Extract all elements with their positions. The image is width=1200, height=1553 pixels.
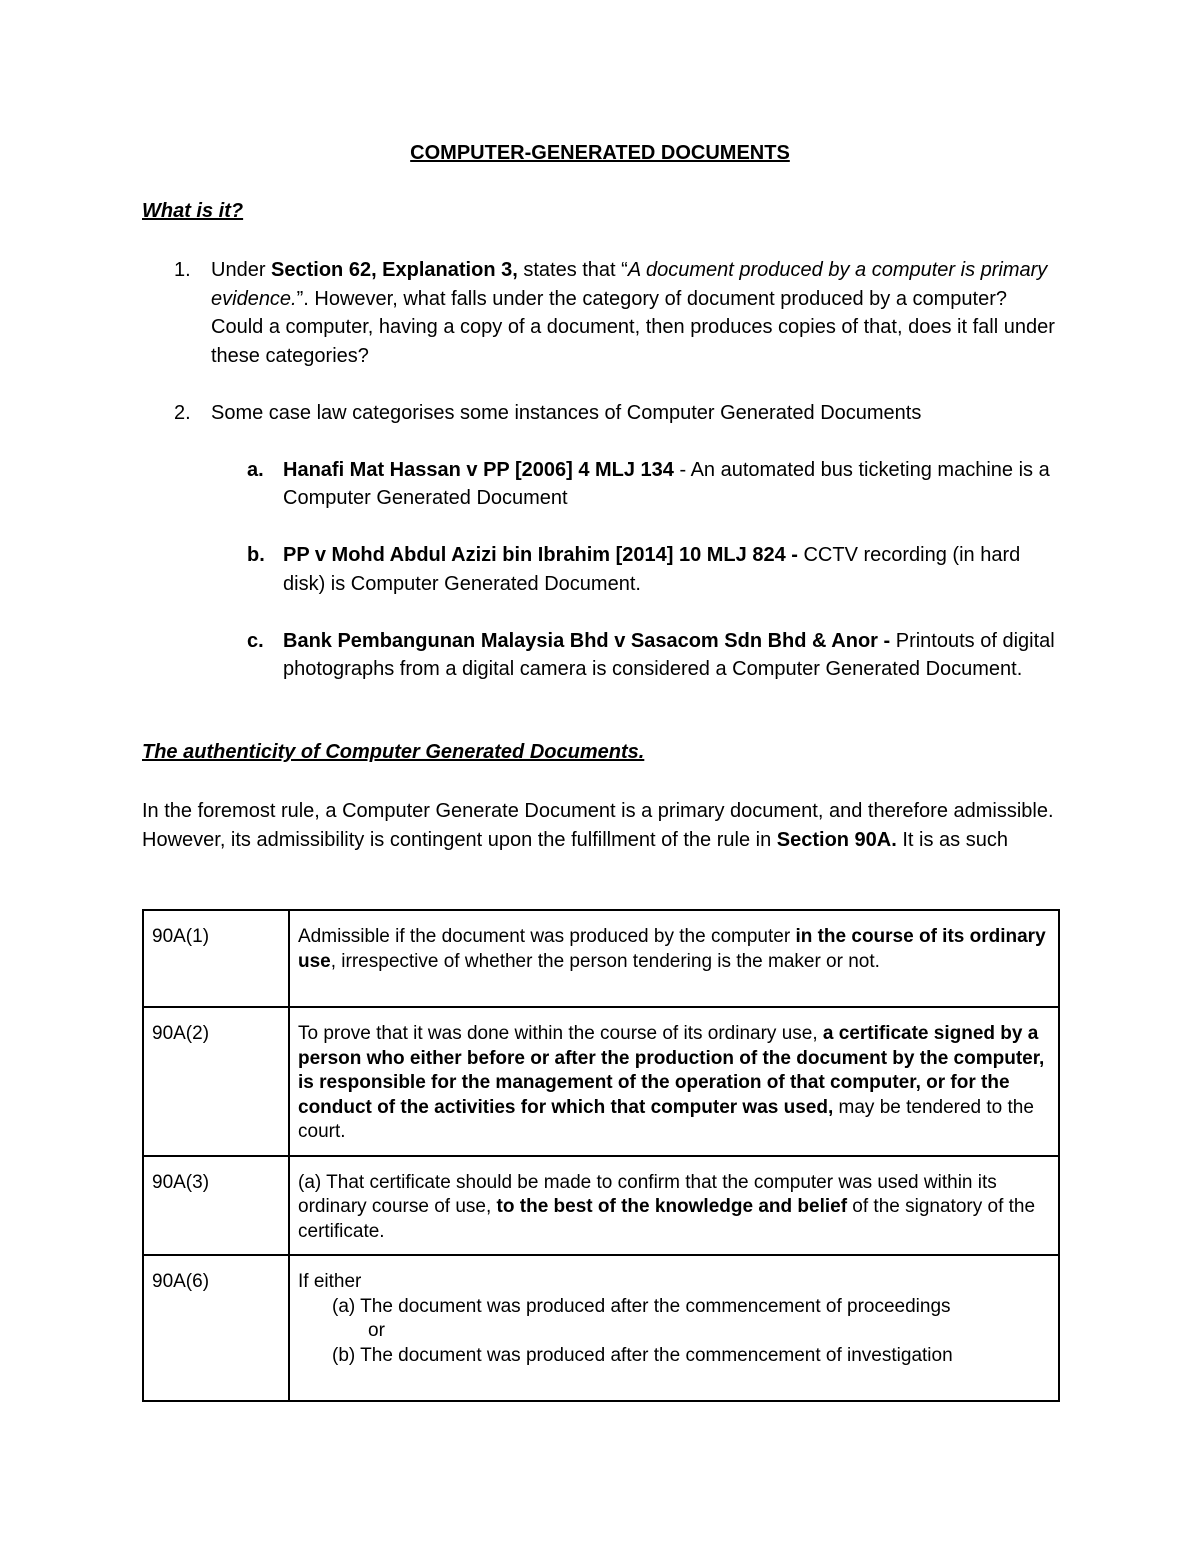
section-heading-authenticity: The authenticity of Computer Generated Documents. — [142, 741, 645, 763]
rule-intro: If either — [298, 1271, 362, 1292]
section-90a-table — [142, 909, 1060, 1402]
item-text: ”. However, what falls under the category of document produced by a computer? Could a computer, having a copy of a document, then produces copies of that, does it fall under these categories? — [211, 287, 1055, 367]
table-row — [143, 1007, 1059, 1156]
item-quote: A document produced by a computer is primary evidence. — [211, 259, 1048, 310]
section-heading-what-is-it: What is it? — [142, 200, 244, 222]
rule-text: of the signatory of the certificate. — [298, 1196, 1036, 1242]
case-letter: c. — [247, 629, 264, 652]
list-item — [142, 256, 1062, 370]
rule-description — [289, 910, 1059, 1007]
para-bold: Section 90A. — [776, 828, 897, 851]
case-sep: - — [673, 458, 691, 481]
para-text: In the foremost rule, a Computer Generate Document is a primary document, and therefore admissible. However, its admissibility is contingent upon the fulfillment of the rule in — [142, 800, 1054, 851]
case-name: Hanafi Mat Hassan v PP [2006] 4 MLJ 134 — [283, 458, 674, 481]
case-letter: b. — [247, 544, 265, 566]
rule-code: 90A(1) — [143, 910, 289, 1007]
rule-description — [289, 1007, 1059, 1156]
rule-text: (a) That certificate should be made to confirm that the computer was used within its ordinary course of use, — [298, 1171, 997, 1217]
list-number: 1. — [174, 259, 191, 281]
case-text: An automated bus ticketing machine is a Computer Generated Document — [283, 458, 1050, 509]
item-text: Under — [211, 259, 272, 281]
rule-description — [289, 1255, 1059, 1401]
case-text: Printouts of digital photographs from a digital camera is considered a Computer Generated Document. — [283, 629, 1055, 680]
list-number: 2. — [174, 401, 191, 424]
para-text: It is as such — [896, 828, 1008, 851]
rule-text: Admissible if the document was produced by the computer — [298, 926, 796, 947]
list-item — [142, 399, 1062, 684]
rule-bold: in the course of its ordinary use — [298, 926, 1046, 972]
case-item — [142, 541, 1062, 598]
rule-code: 90A(2) — [143, 1007, 289, 1156]
rule-description — [289, 1156, 1059, 1256]
document-title: COMPUTER-GENERATED DOCUMENTS — [410, 142, 790, 164]
case-list — [211, 456, 1062, 684]
rule-option-a: (a) The document was produced after the commencement of proceedings — [332, 1295, 951, 1317]
item-text: states that “ — [517, 259, 628, 281]
main-list — [142, 256, 1062, 712]
rule-code: 90A(6) — [143, 1255, 289, 1401]
rule-option-b: (b) The document was produced after the commencement of investigation — [332, 1344, 953, 1366]
rule-or: or — [368, 1320, 385, 1341]
case-letter: a. — [247, 458, 264, 481]
rule-text: To prove that it was done within the course of its ordinary use, — [298, 1023, 823, 1044]
case-text: CCTV recording (in hard disk) is Computer Generated Document. — [283, 544, 1021, 595]
rule-code: 90A(3) — [143, 1156, 289, 1256]
table-row — [143, 1255, 1059, 1401]
table-row — [143, 910, 1059, 1007]
intro-paragraph — [142, 797, 1062, 854]
item-text: Some case law categorises some instances of Computer Generated Documents — [211, 401, 922, 424]
rule-text: may be tendered to the court. — [298, 1096, 1034, 1142]
case-name: Bank Pembangunan Malaysia Bhd v Sasacom Sdn Bhd & Anor - — [283, 629, 891, 652]
rule-text: , irrespective of whether the person tendering is the maker or not. — [330, 950, 880, 972]
table-row — [143, 1156, 1059, 1256]
case-item — [142, 627, 1062, 684]
rule-bold: to the best of the knowledge and belief — [496, 1196, 848, 1217]
item-bold: Section 62, Explanation 3, — [271, 259, 518, 281]
rule-bold: a certificate signed by a person who either before or after the production of the document by the computer, is responsible for the management of the operation of that computer, or for the conduct of the activities for which that computer was used, — [298, 1023, 1045, 1118]
case-name: PP v Mohd Abdul Azizi bin Ibrahim [2014] 10 MLJ 824 - — [283, 544, 798, 566]
case-item — [142, 456, 1062, 513]
